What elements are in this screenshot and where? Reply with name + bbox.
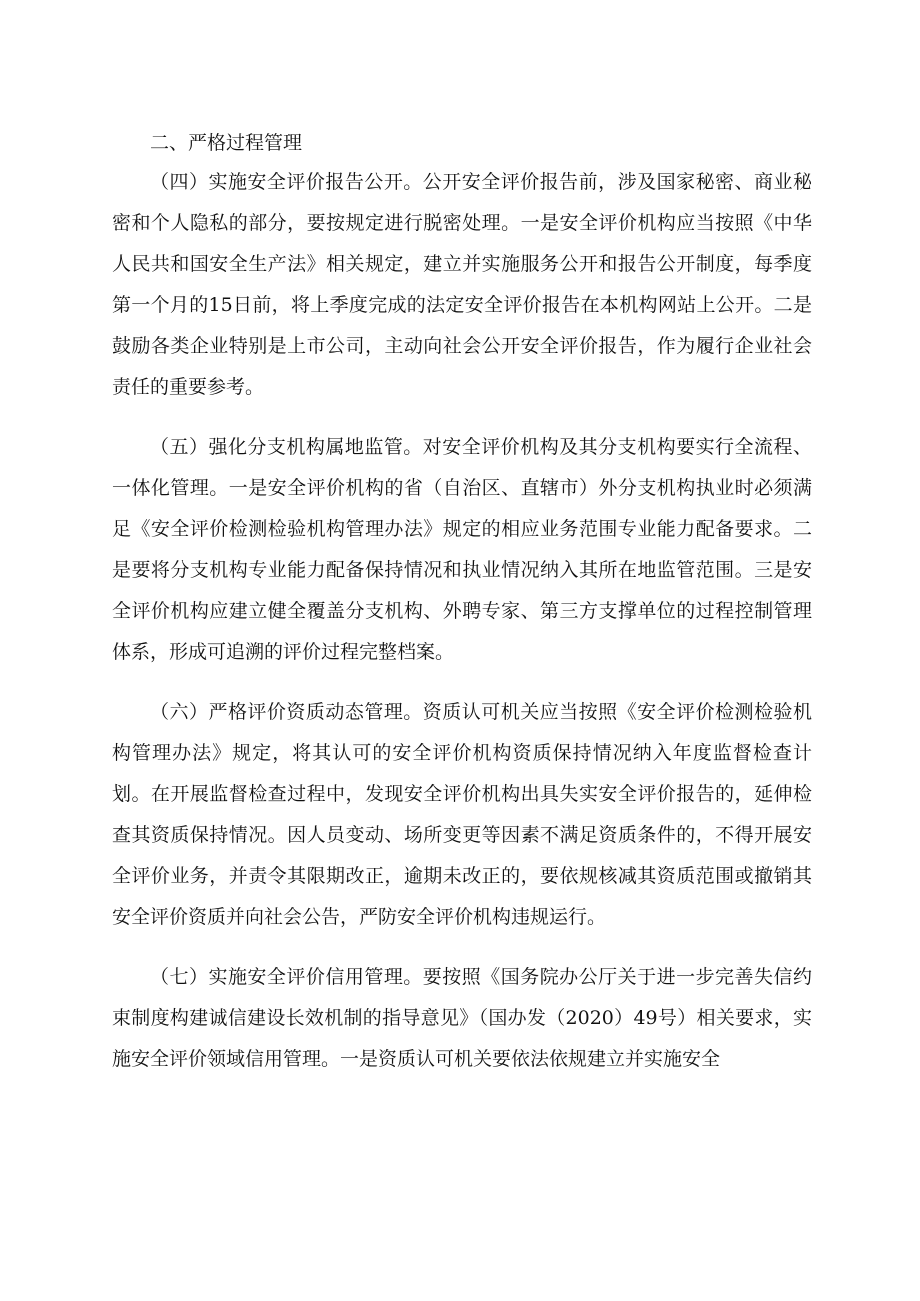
paragraph-6: （六）严格评价资质动态管理。资质认可机关应当按照《安全评价检测检验机构管理办法》规定，将其认可的安全评价机构资质保持情况纳入年度监督检查计划。在开展监督检查过程中，发现安全评价机构出具失实安全评价报告的，延伸检查其资质保持情况。因人员变动、场所变更等因素不满足资质条件的，不得开展安全评价业务，并责令其限期改正，逾期未改正的，要依规核减其资质范围或撤销其安全评价资质并向社会公告，严防安全评价机构违规运行。 bbox=[112, 701, 812, 928]
paragraph-5: （五）强化分支机构属地监管。对安全评价机构及其分支机构要实行全流程、一体化管理。一是安全评价机构的省（自治区、直辖市）外分支机构执业时必须满足《安全评价检测检验机构管理办法》规定的相应业务范围专业能力配备要求。二是要将分支机构专业能力配备保持情况和执业情况纳入其所在地监管范围。三是安全评价机构应建立健全覆盖分支机构、外聘专家、第三方支撑单位的过程控制管理体系，形成可追溯的评价过程完整档案。 bbox=[112, 436, 812, 663]
paragraph-7: （七）实施安全评价信用管理。要按照《国务院办公厅关于进一步完善失信约束制度构建诚信建设长效机制的指导意见》（国办发（2020）49号）相关要求，实施安全评价领域信用管理。一是资质认可机关要依法依规建立并实施安全 bbox=[112, 966, 812, 1070]
section-heading: 二、严格过程管理 bbox=[150, 132, 303, 154]
paragraph-4: （四）实施安全评价报告公开。公开安全评价报告前，涉及国家秘密、商业秘密和个人隐私的部分，要按规定进行脱密处理。一是安全评价机构应当按照《中华人民共和国安全生产法》相关规定，建立并实施服务公开和报告公开制度，每季度第一个月的15日前，将上季度完成的法定安全评价报告在本机构网站上公开。二是鼓励各类企业特别是上市公司，主动向社会公开安全评价报告，作为履行企业社会责任的重要参考。 bbox=[112, 171, 812, 398]
document-body bbox=[112, 124, 812, 1099]
